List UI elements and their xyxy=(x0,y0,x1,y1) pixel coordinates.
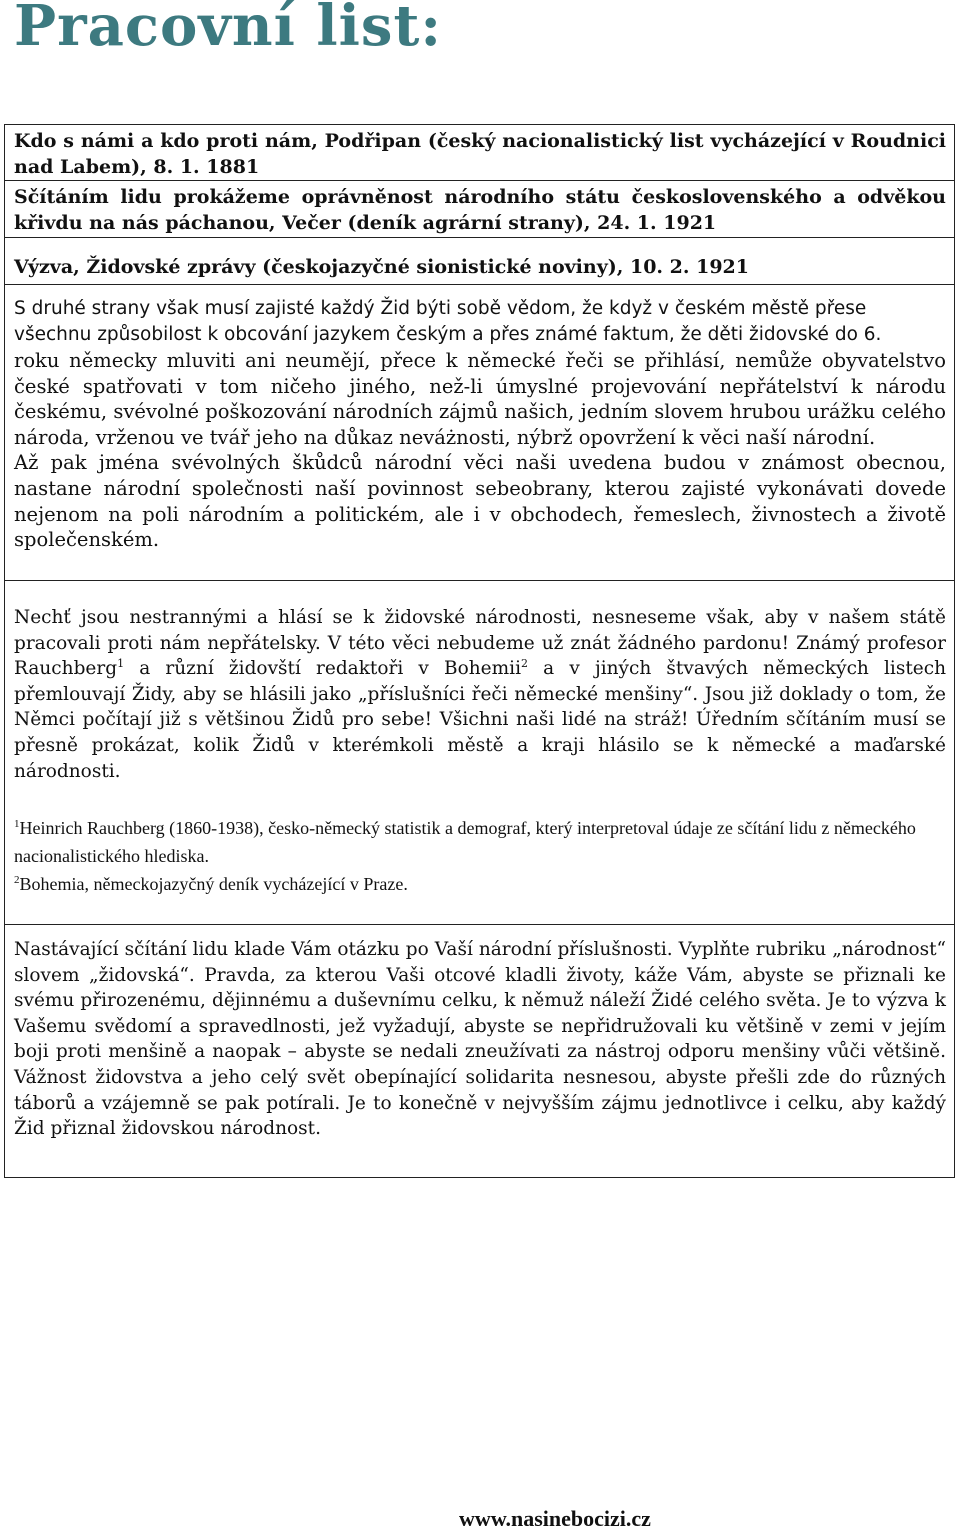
divider xyxy=(4,580,955,581)
divider xyxy=(4,284,955,285)
divider xyxy=(4,237,955,238)
text-1881 xyxy=(14,296,946,553)
divider xyxy=(4,180,955,181)
footnotes xyxy=(14,814,946,898)
text-2-segment-a: Nechť jsou nestrannými a hlásí se k židovské národnosti, nesneseme však, aby v našem státě pracovali proti nám nepřátelsky. V této věci nebudeme už znát žádného pardonu! Známý profesor Rauchberg xyxy=(14,607,946,680)
source-2-date: 24. 1. 1921 xyxy=(597,212,717,234)
text-1921-vecer xyxy=(14,605,946,898)
page-title: Pracovní list: xyxy=(14,0,442,59)
footnote-ref-1: 1 xyxy=(117,657,125,671)
divider xyxy=(4,924,955,925)
footnote-2-number: 2 xyxy=(14,874,20,887)
source-3-text: Výzva, Židovské zprávy (českojazyčné sionistické noviny), xyxy=(14,256,624,278)
source-2 xyxy=(14,184,946,236)
footnote-1 xyxy=(14,814,946,870)
text-1881-part2: roku německy mluviti ani neumějí, přece k německé řeči se přihlásí, nemůže obyvatelstvo české spatřovati v tom ničeho jiného, než-li úmyslné projevování nepřátelství k národu českému, svévolné poškozování národních zájmů našich, jedním slovem hrubou urážku celého národa, vrženou ve tvář jeho na důkaz neváżnosti, nýbrž opovržení k věci naší národní. xyxy=(14,349,946,449)
text-1921-vecer-body xyxy=(14,605,946,784)
text-1881-part3: Až pak jména svévolných škůdců národní věci naši uvedena budou v známost obecnou, nastane národní společnosti naší povinnost sebeobrany, kterou zajisté vykonávati dovede nejenom na poli národním a politickém, ale i v obchodech, řemeslech, živnostech a životě společenském. xyxy=(14,451,946,552)
source-1: Kdo s námi a kdo proti nám, Podřipan (český nacionalistický list vycházející v Roudnici nad Labem), 8. 1. 1881 xyxy=(14,130,946,178)
footnote-2 xyxy=(14,870,946,898)
source-3-date: 10. 2. 1921 xyxy=(629,256,749,278)
text-1921-vyzva: Nastávající sčítání lidu klade Vám otázku po Vaší národní příslušnosti. Vyplňte rubriku „národnost“ slovem „židovská“. Pravda, za kterou Vaši otcové kladli životy, káže Vám, abyste se přiznali ke svému přirozenému, dějinnému a duševnímu celku, k němuž náleží Židé celého světa. Je to výzva k Vašemu svědomí a spravedlnosti, jež vyžadují, abyste se nepřidružovali ku většině v zemi v jejím boji proti menšině a naopak – abyste se nedali zneužívati za nástroj odporu menšiny vůči většině. Vážnost židovstva a jeho celý svět obepínající solidarita nesnesou, abyste přešli zde do různých táborů a vzájemně se pak potírali. Je to konečně v nejvyšším zájmu jednotlivce i celku, aby každý Žid přiznal židovskou národnost. xyxy=(14,939,946,1140)
source-2-text: Sčítáním lidu prokážeme oprávněnost národního státu československého a odvěkou křivdu na nás páchanou, Večer (deník agrární strany), xyxy=(14,186,946,234)
footnote-1-number: 1 xyxy=(14,818,20,831)
text-1881-part1: S druhé strany však musí zajisté každý Žid býti sobě vědom, že když v českém městě přese všechnu způsobilost k obcování jazykem českým a přes známé faktum, že děti židovské do 6. xyxy=(14,298,882,345)
footnote-ref-2: 2 xyxy=(521,657,528,671)
source-3 xyxy=(14,254,946,280)
footnote-2-text: Bohemia, německojazyčný deník vycházející v Praze. xyxy=(19,874,408,895)
text-2-segment-c: a v jiných štvavých německých listech přemlouvají Židy, aby se hlásili jako „příslušníci řeči německé menšiny“. Jsou již doklady o tom, že Němci počítají již s většinou Židů pro sebe! Všichni naši lidé na stráž! Úředním sčítáním musí se přesně prokázat, kolik Židů v kterémkoli městě a kraji hlásilo se k německé a maďarské národnosti. xyxy=(14,658,946,782)
footnote-1-text: Heinrich Rauchberg (1860-1938), česko-německý statistik a demograf, který interpretoval údaje ze sčítání lidu z německého nacionalistického hlediska. xyxy=(14,818,916,867)
text-2-segment-b: a různí židovští redaktoři v Bohemii xyxy=(124,658,521,680)
footer-url: www.nasinebocizi.cz xyxy=(459,1506,651,1531)
